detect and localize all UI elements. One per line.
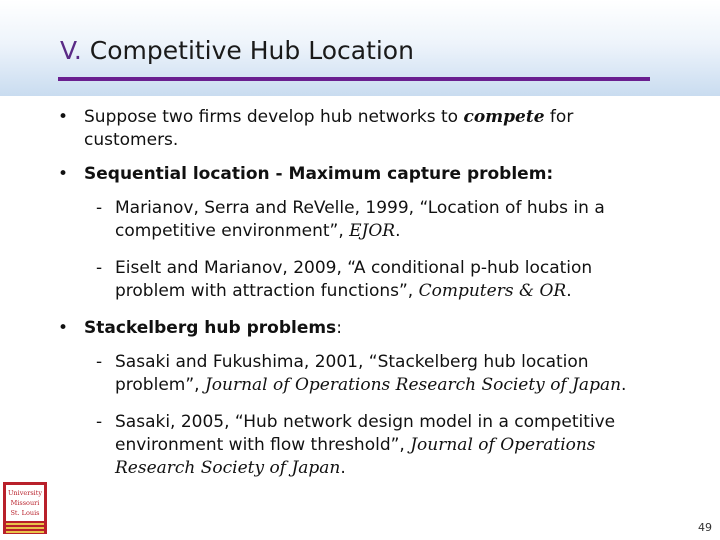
bullet-heading: Stackelberg hub problems — [84, 318, 337, 338]
title-number: V. — [60, 36, 82, 65]
reference-end: . — [566, 281, 572, 301]
reference-end: . — [340, 458, 346, 478]
title-text: Competitive Hub Location — [89, 36, 414, 65]
reference-text: Sasaki, 2005, “Hub network design model in a competitive environment with flow threshold”, — [115, 412, 616, 455]
reference-end: . — [395, 221, 401, 241]
bullet-dot: • — [58, 107, 69, 127]
reference-item — [56, 411, 656, 480]
reference-end: . — [621, 375, 627, 395]
reference-journal: Journal of Operations Research Society of Japan — [115, 435, 596, 478]
bullet-compete — [56, 106, 656, 152]
bullet-heading: Sequential location - Maximum capture problem: — [84, 164, 554, 184]
bullet-text: Suppose two firms develop hub networks to — [84, 107, 464, 127]
dash-marker: - — [96, 352, 103, 372]
logo-text-line: University — [7, 489, 43, 497]
bullet-sequential — [56, 163, 656, 186]
university-logo-icon — [3, 482, 47, 534]
bullet-text-end: for customers. — [84, 107, 574, 150]
reference-text: Marianov, Serra and ReVelle, 1999, “Location of hubs in a competitive environment”, — [115, 198, 605, 241]
dash-marker: - — [96, 258, 103, 278]
slide-content — [56, 106, 656, 494]
reference-item — [56, 257, 656, 303]
bullet-dot: • — [58, 164, 69, 184]
bullet-heading-suffix: : — [336, 318, 342, 338]
reference-text: Eiselt and Marianov, 2009, “A conditional p-hub location problem with attraction functions”, — [115, 258, 593, 301]
slide-title — [60, 36, 414, 65]
title-underline — [58, 77, 650, 81]
bullet-dot: • — [58, 318, 69, 338]
dash-marker: - — [96, 198, 103, 218]
bullet-emphasis: compete — [463, 107, 545, 127]
reference-journal: Journal of Operations Research Society of Japan — [204, 375, 622, 395]
logo-text-line: Missouri — [10, 499, 40, 507]
reference-text: Sasaki and Fukushima, 2001, “Stackelberg hub location problem”, — [115, 352, 589, 395]
dash-marker: - — [96, 412, 103, 432]
reference-journal: Computers & OR — [418, 281, 567, 301]
bullet-stackelberg — [56, 317, 656, 340]
reference-item — [56, 197, 656, 243]
page-number: 49 — [698, 521, 712, 534]
reference-item — [56, 351, 656, 397]
logo-text-line: St. Louis — [10, 509, 40, 517]
reference-journal: EJOR — [349, 221, 396, 241]
